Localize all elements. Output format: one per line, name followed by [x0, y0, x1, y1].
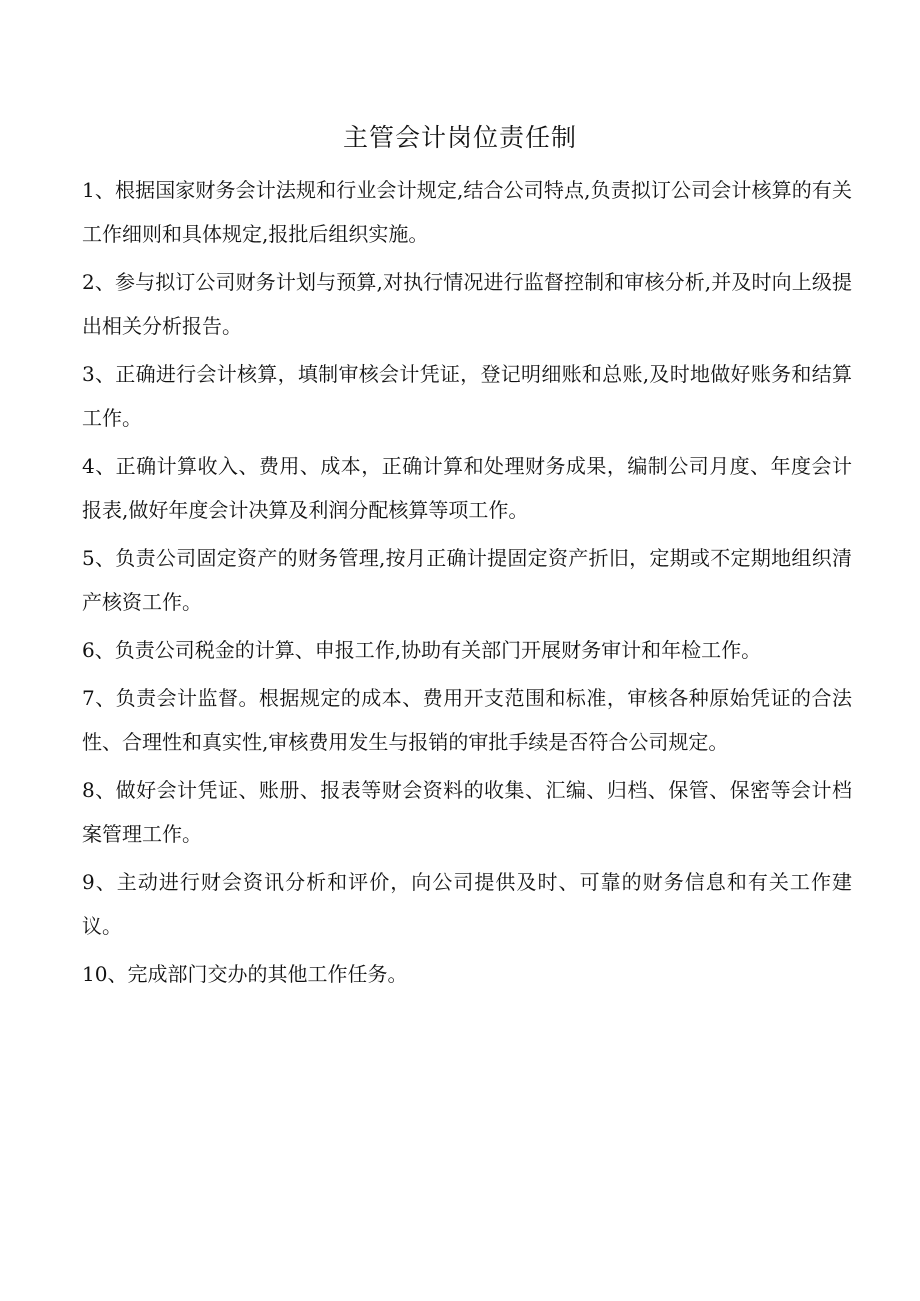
list-item: 5、负责公司固定资产的财务管理,按月正确计提固定资产折旧，定期或不定期地组织清产核资工作。: [82, 546, 852, 614]
list-item: 7、负责会计监督。根据规定的成本、费用开支范围和标准，审核各种原始凭证的合法性、合理性和真实性,审核费用发生与报销的审批手续是否符合公司规定。: [82, 686, 852, 754]
list-item: 10、完成部门交办的其他工作任务。: [82, 962, 408, 986]
list-item: 8、做好会计凭证、账册、报表等财会资料的收集、汇编、归档、保管、保密等会计档案管理工作。: [82, 778, 852, 846]
list-item: 3、正确进行会计核算，填制审核会计凭证，登记明细账和总账,及时地做好账务和结算工作。: [82, 362, 852, 430]
document-title: 主管会计岗位责任制: [342, 123, 577, 152]
list-item: 1、根据国家财务会计法规和行业会计规定,结合公司特点,负责拟订公司会计核算的有关工作细则和具体规定,报批后组织实施。: [82, 178, 852, 246]
list-item: 6、负责公司税金的计算、申报工作,协助有关部门开展财务审计和年检工作。: [82, 638, 762, 662]
list-item: 2、参与拟订公司财务计划与预算,对执行情况进行监督控制和审核分析,并及时向上级提出相关分析报告。: [82, 270, 852, 338]
list-item: 9、主动进行财会资讯分析和评价，向公司提供及时、可靠的财务信息和有关工作建议。: [82, 870, 852, 938]
responsibility-list: [82, 168, 852, 1000]
list-item: 4、正确计算收入、费用、成本，正确计算和处理财务成果，编制公司月度、年度会计报表,做好年度会计决算及利润分配核算等项工作。: [82, 454, 852, 522]
